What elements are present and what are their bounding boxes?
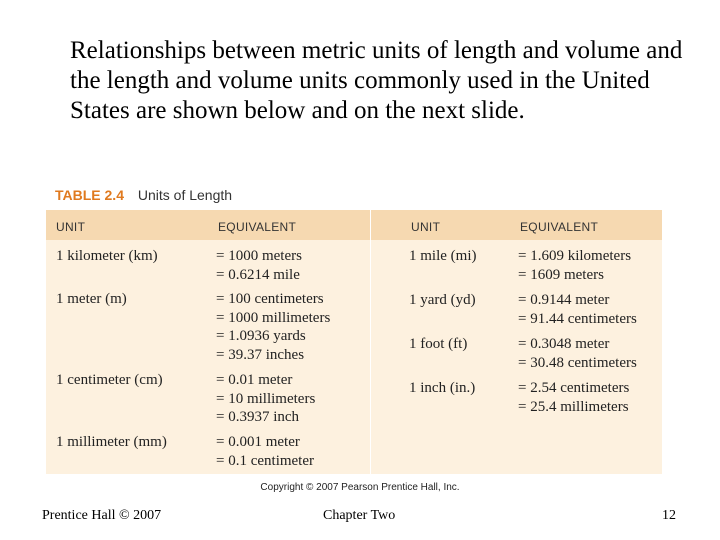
us-equiv-inch bbox=[518, 379, 629, 416]
footer-chapter: Chapter Two bbox=[323, 508, 396, 523]
us-unit-inch: 1 inch (in.) bbox=[409, 380, 476, 396]
metric-unit-mm: 1 millimeter (mm) bbox=[56, 434, 167, 450]
metric-unit-km: 1 kilometer (km) bbox=[56, 248, 158, 264]
header-equivalent-metric: EQUIVALENT bbox=[218, 220, 297, 234]
equiv-line: = 25.4 millimeters bbox=[518, 398, 629, 415]
equiv-line: = 1609 meters bbox=[518, 266, 604, 283]
footer-slide-number: 12 bbox=[662, 508, 676, 523]
us-unit-mile: 1 mile (mi) bbox=[409, 248, 477, 264]
equiv-line: = 0.1 centimeter bbox=[216, 452, 315, 469]
equiv-line: = 1.609 kilometers bbox=[518, 248, 632, 264]
metric-equiv-cm bbox=[216, 371, 315, 427]
equiv-line: = 0.3937 inch bbox=[216, 409, 300, 425]
equiv-line: = 2.54 centimeters bbox=[518, 380, 630, 396]
metric-equiv-m bbox=[216, 290, 330, 364]
us-equiv-yard bbox=[518, 291, 637, 328]
table-caption bbox=[55, 187, 232, 203]
intro-text: Relationships between metric units of length and volume and the length and volume units commonly used in the United States are shown below and on the next slide. bbox=[70, 37, 683, 124]
us-equiv-foot bbox=[518, 335, 637, 372]
us-unit-foot: 1 foot (ft) bbox=[409, 336, 468, 352]
equiv-line: = 0.3048 meter bbox=[518, 336, 610, 352]
table-title: Units of Length bbox=[137, 187, 233, 203]
equiv-line: = 30.48 centimeters bbox=[518, 354, 637, 371]
equiv-line: = 0.9144 meter bbox=[518, 292, 610, 308]
metric-unit-m: 1 meter (m) bbox=[56, 291, 127, 307]
equiv-line: = 91.44 centimeters bbox=[518, 310, 637, 327]
equiv-line: = 0.6214 mile bbox=[216, 266, 300, 283]
equiv-line: = 1000 meters bbox=[216, 248, 302, 264]
equiv-line: = 39.37 inches bbox=[216, 346, 305, 363]
header-unit-us: UNIT bbox=[411, 220, 441, 234]
table-number: TABLE 2.4 bbox=[55, 187, 124, 203]
equiv-line: = 0.01 meter bbox=[216, 372, 293, 388]
column-divider bbox=[370, 210, 371, 474]
equiv-line: = 1000 millimeters bbox=[216, 309, 331, 326]
units-of-length-table bbox=[46, 210, 662, 474]
equiv-line: = 1.0936 yards bbox=[216, 328, 306, 344]
equiv-line: = 100 centimeters bbox=[216, 291, 324, 307]
metric-equiv-mm bbox=[216, 433, 314, 470]
us-equiv-mile bbox=[518, 247, 631, 284]
equiv-line: = 0.001 meter bbox=[216, 434, 300, 450]
header-equivalent-us: EQUIVALENT bbox=[520, 220, 599, 234]
table-header-row bbox=[46, 210, 662, 240]
copyright-notice: Copyright © 2007 Pearson Prentice Hall, Inc. bbox=[260, 482, 460, 493]
metric-equiv-km bbox=[216, 247, 302, 284]
footer-publisher: Prentice Hall © 2007 bbox=[42, 508, 162, 523]
metric-unit-cm: 1 centimeter (cm) bbox=[56, 372, 163, 388]
us-unit-yard: 1 yard (yd) bbox=[409, 292, 476, 308]
header-unit-metric: UNIT bbox=[56, 220, 86, 234]
equiv-line: = 10 millimeters bbox=[216, 390, 316, 407]
